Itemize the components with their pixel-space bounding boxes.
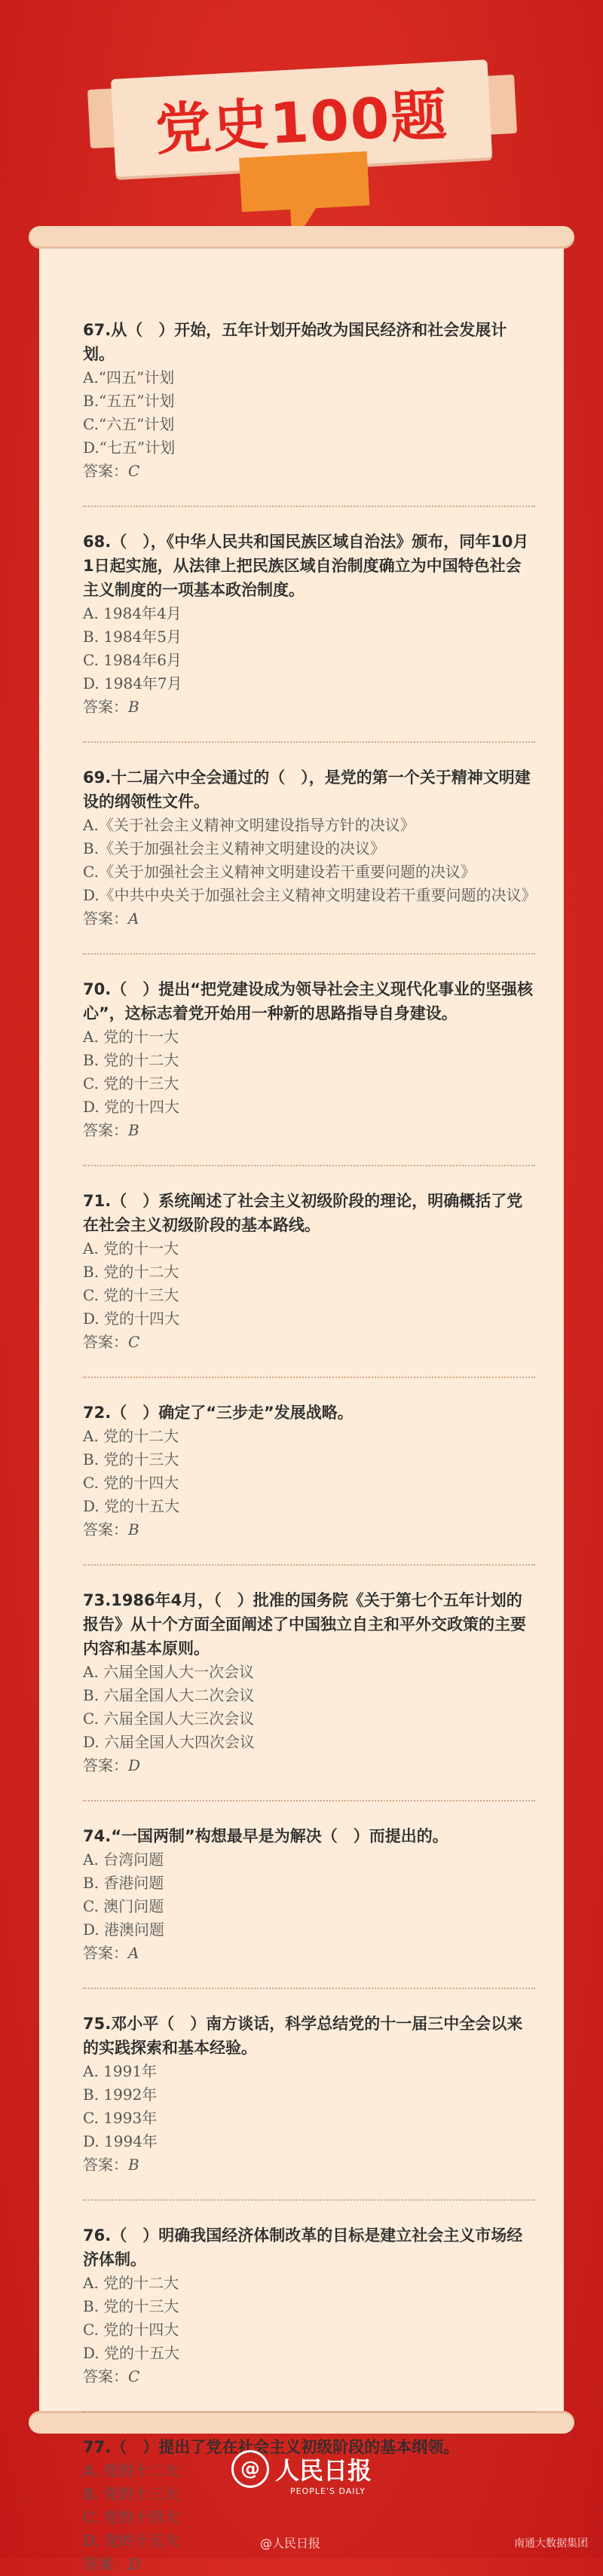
answer-label: 答案： [83, 462, 128, 480]
question-item [83, 1988, 535, 2177]
option-item: C. 六届全国人大三次会议 [83, 1710, 255, 1728]
answer-line [83, 1942, 535, 1965]
answer-line [83, 1518, 535, 1542]
option-item: D. 1984年7月 [83, 674, 182, 692]
answer-label: 答案： [83, 1520, 128, 1539]
option-item: D. 党的十五大 [83, 2344, 180, 2362]
answer-label: 答案： [83, 1944, 128, 1962]
answer-label: 答案： [83, 909, 128, 927]
question-item [83, 318, 535, 483]
answer-value: B [128, 2156, 139, 2174]
question-item [83, 1564, 535, 1777]
option-item: C. 党的十四大 [83, 1474, 179, 1492]
option-item: D. 港澳问题 [83, 1921, 165, 1939]
option-item: A. 1991年 [83, 2062, 158, 2080]
answer-value: B [128, 698, 139, 716]
question-text: 72.（ ）确定了“三步走”发展战略。 [83, 1404, 354, 1422]
answer-label: 答案： [83, 2555, 128, 2573]
question-text: 74.“一国两制”构想最早是为解决（ ）而提出的。 [83, 1827, 448, 1845]
answer-value: B [128, 1121, 139, 1139]
logo-name: 人民日报 [274, 2456, 372, 2485]
option-item: C. 1984年6月 [83, 651, 182, 669]
option-item: B. 党的十三大 [83, 2297, 179, 2315]
answer-line [83, 460, 535, 483]
option-item: D. 党的十五大 [83, 2532, 180, 2550]
answer-label: 答案： [83, 1333, 128, 1351]
option-item: C.《关于加强社会主义精神文明建设若干重要问题的决议》 [83, 863, 476, 881]
question-item [83, 1165, 535, 1354]
answer-value: C [128, 2367, 140, 2385]
corp-watermark: 南通大数据集团 [514, 2538, 588, 2550]
option-item: C. 党的十四大 [83, 2508, 179, 2526]
answer-line [83, 907, 535, 930]
option-item: A. 党的十一大 [83, 1028, 179, 1046]
option-item: A.《关于社会主义精神文明建设指导方针的决议》 [83, 816, 415, 834]
question-list [83, 318, 535, 2576]
option-item: A. 党的十一大 [83, 1239, 179, 1257]
option-item: C. 党的十三大 [83, 1286, 179, 1304]
option-item: C. 党的十三大 [83, 1074, 179, 1092]
option-item: B.《关于加强社会主义精神文明建设的决议》 [83, 839, 386, 857]
option-item: C.“六五”计划 [83, 415, 175, 433]
footer-bar [0, 2528, 603, 2558]
at-logo-icon [231, 2450, 269, 2488]
answer-line [83, 1119, 535, 1142]
option-item: D. 1994年 [83, 2132, 158, 2150]
logo-subtitle: PEOPLE'S DAILY [290, 2486, 366, 2496]
answer-value: D [128, 2555, 141, 2573]
title-banner [0, 0, 603, 249]
option-item: B.“五五”计划 [83, 392, 175, 410]
answer-line [83, 695, 535, 719]
answer-value: B [128, 1520, 139, 1539]
question-text: 67.从（ ）开始，五年计划开始改为国民经济和社会发展计划。 [83, 321, 507, 363]
option-item: A.“四五”计划 [83, 368, 175, 387]
question-text: 70.（ ）提出“把党建设成为领导社会主义现代化事业的坚强核心”，这标志着党开始用一种新的思路指导自身建设。 [83, 980, 534, 1022]
option-item: A. 党的十二大 [83, 2461, 179, 2480]
option-item: A. 台湾问题 [83, 1850, 164, 1869]
option-item: C. 1993年 [83, 2109, 158, 2127]
question-text: 76.（ ）明确我国经济体制改革的目标是建立社会主义市场经济体制。 [83, 2226, 523, 2269]
option-item: B. 六届全国人大二次会议 [83, 1686, 255, 1704]
answer-line [83, 2153, 535, 2177]
question-item [83, 506, 535, 719]
option-item: C. 党的十四大 [83, 2321, 179, 2339]
option-item: B. 1992年 [83, 2086, 158, 2104]
option-item: A. 六届全国人大一次会议 [83, 1663, 255, 1681]
option-item: D. 六届全国人大四次会议 [83, 1733, 256, 1751]
question-item [83, 1377, 535, 1542]
weibo-handle[interactable]: @人民日报 [260, 2536, 321, 2550]
answer-label: 答案： [83, 1756, 128, 1774]
option-item: B. 香港问题 [83, 1874, 164, 1892]
answer-value: A [128, 909, 139, 927]
people-daily-logo [0, 2450, 603, 2496]
answer-line [83, 1331, 535, 1354]
option-item: C. 澳门问题 [83, 1897, 164, 1915]
answer-label: 答案： [83, 698, 128, 716]
question-item [83, 741, 535, 930]
question-text: 77.（ ）提出了党在社会主义初级阶段的基本纲领。 [83, 2438, 460, 2456]
answer-line [83, 2365, 535, 2388]
answer-line [83, 1754, 535, 1777]
question-text: 75.邓小平（ ）南方谈话，科学总结党的十一届三中全会以来的实践探索和基本经验。 [83, 2015, 523, 2057]
question-text: 73.1986年4月，（ ）批准的国务院《关于第七个五年计划的报告》从十个方面全面阐述了中国独立自主和平外交政策的主要内容和基本原则。 [83, 1591, 526, 1658]
question-item [83, 2199, 535, 2388]
question-text: 71.（ ）系统阐述了社会主义初级阶段的理论，明确概括了党在社会主义初级阶段的基本路线。 [83, 1192, 523, 1234]
option-item: D.“七五”计划 [83, 439, 176, 457]
question-item [83, 953, 535, 1142]
option-item: A. 1984年4月 [83, 604, 182, 622]
option-item: D.《中共中央关于加强社会主义精神文明建设若干重要问题的决议》 [83, 886, 537, 904]
option-item: D. 党的十四大 [83, 1098, 180, 1116]
answer-value: C [128, 462, 140, 480]
option-item: B. 党的十二大 [83, 1263, 179, 1281]
option-item: B. 党的十二大 [83, 1051, 179, 1069]
answer-label: 答案： [83, 1121, 128, 1139]
option-item: A. 党的十二大 [83, 2274, 179, 2292]
option-item: B. 1984年5月 [83, 628, 182, 646]
option-item: B. 党的十三大 [83, 1450, 179, 1468]
scroll-roll-top [29, 226, 574, 249]
option-item: B. 党的十三大 [83, 2485, 179, 2503]
answer-value: D [128, 1756, 141, 1774]
answer-value: A [128, 1944, 139, 1962]
option-item: A. 党的十二大 [83, 1427, 179, 1445]
answer-value: C [128, 1333, 140, 1351]
question-text: 68.（ ），《中华人民共和国民族区域自治法》颁布，同年10月1日起实施，从法律上把民族区域自治制度确立为中国特色社会主义制度的一项基本政治制度。 [83, 533, 529, 599]
page-title: 党史100题 [154, 82, 450, 163]
question-item [83, 1800, 535, 1965]
answer-label: 答案： [83, 2367, 128, 2385]
answer-label: 答案： [83, 2156, 128, 2174]
option-item: D. 党的十五大 [83, 1497, 180, 1515]
option-item: D. 党的十四大 [83, 1309, 180, 1328]
question-text: 69.十二届六中全会通过的（ ），是党的第一个关于精神文明建设的纲领性文件。 [83, 769, 531, 811]
